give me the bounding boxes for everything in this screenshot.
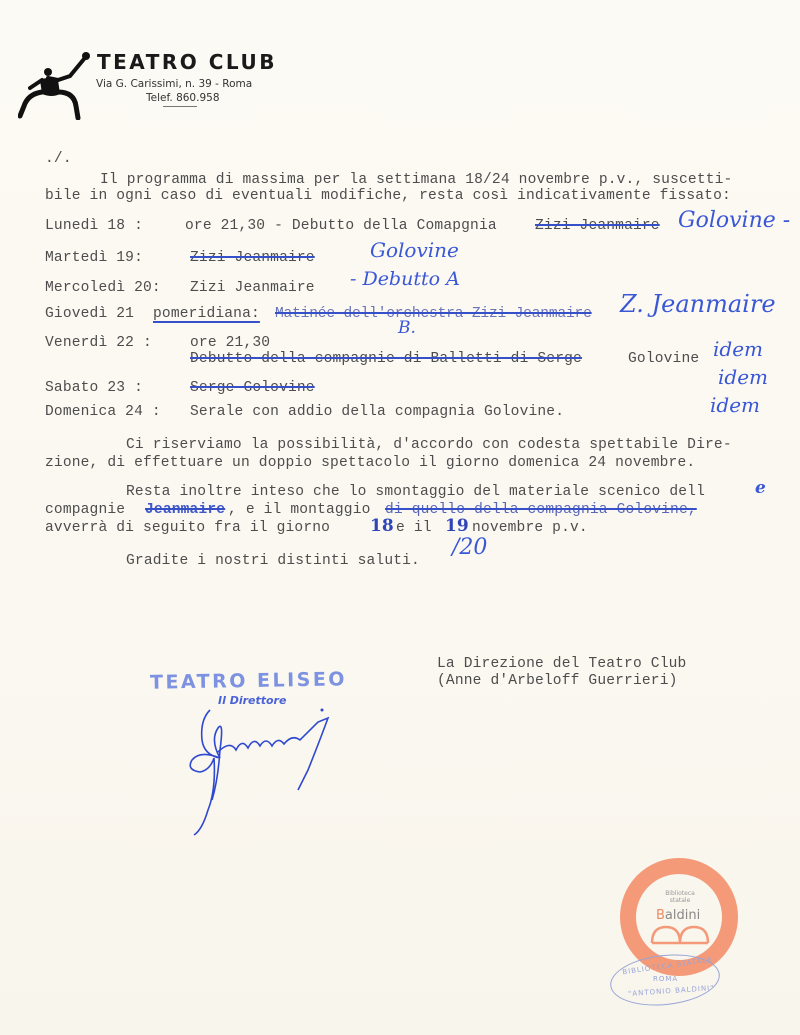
schedule-monday-handwritten: Golovine - [678, 208, 791, 233]
para3-line-1-handwritten: e [755, 478, 766, 498]
intro-line-2: bile in ogni caso di eventuali modifiche, resta così indicativamente fissato: [45, 188, 731, 204]
para3-line-1: Resta inoltre inteso che lo smontaggio del materiale scenico dell [126, 484, 705, 500]
library-logo-name [656, 908, 700, 923]
letterhead-address: Via G. Carissimi, n. 39 - Roma [96, 78, 253, 90]
schedule-wednesday-handwritten: - Debutto A [350, 268, 460, 290]
handwritten-signature-icon [180, 700, 340, 840]
library-logo-initial: B [656, 908, 665, 923]
schedule-monday-typed: ore 21,30 - Debutto della Comapgnia [185, 218, 497, 234]
closing-salutation: Gradite i nostri distinti saluti. [126, 553, 420, 569]
para3-date-2-corrected: 19 [445, 516, 469, 536]
schedule-sunday-handwritten: idem [710, 393, 760, 417]
para2-line-1: Ci riserviamo la possibilità, d'accordo con codesta spettabile Dire- [126, 437, 732, 453]
para3-line-2-a: compagnie [45, 502, 126, 518]
schedule-day-saturday: Sabato 23 : [45, 380, 143, 396]
oval-stamp-line-3: "ANTONIO BALDINI" [627, 983, 715, 999]
letterhead-phone: Telef. 860.958 [146, 92, 220, 104]
schedule-day-monday: Lunedì 18 : [45, 218, 143, 234]
schedule-saturday-struck: Serge Golovine [190, 380, 315, 396]
oval-stamp-line-2: ROMA [653, 975, 679, 983]
para3-line-2-struck2: di quello della compagnia Golovine, [385, 502, 697, 518]
oval-stamp-line-1: BIBLIOTECA STATALE [621, 955, 714, 977]
intro-line-1: Il programma di massima per la settimana 18/24 novembre p.v., suscetti- [100, 172, 733, 188]
signature-block-line-2: (Anne d'Arbeloff Guerrieri) [437, 673, 678, 689]
schedule-thursday-pomeridiana: pomeridiana: [153, 306, 260, 322]
para3-line-3-b: e il [396, 520, 432, 536]
schedule-day-tuesday: Martedì 19: [45, 250, 143, 266]
schedule-day-friday: Venerdì 22 : [45, 335, 152, 351]
library-logo-name-rest: aldini [664, 908, 701, 923]
para3-line-3-a: avverrà di seguito fra il giorno [45, 520, 331, 536]
open-book-icon [650, 925, 710, 945]
para3-date-correction: /20 [452, 535, 488, 560]
schedule-tuesday-struck: Zizi Jeanmaire [190, 250, 315, 266]
schedule-friday-typed: ore 21,30 [190, 335, 271, 351]
teatro-eliseo-stamp: TEATRO ELISEO [149, 668, 348, 694]
schedule-friday-handwritten-above: B. [398, 318, 416, 338]
para3-line-2-struck1: Jeanmaire [145, 502, 226, 518]
schedule-friday-handwritten: idem [713, 337, 763, 361]
para2-line-2: zione, di effettuare un doppio spettacolo il giorno domenica 24 novembre. [45, 455, 696, 471]
teatro-eliseo-director-label: Il Direttore [218, 694, 287, 707]
para3-date-1-corrected: 18 [370, 516, 394, 536]
schedule-thursday-handwritten: Z. Jeanmaire [620, 290, 776, 318]
dancing-figure-icon [18, 50, 90, 120]
schedule-day-thursday: Giovedì 21 [45, 306, 135, 322]
schedule-thursday-struck: Matinée dell'orchestra Zizi Jeanmaire [275, 306, 592, 322]
schedule-wednesday-typed: Zizi Jeanmaire [190, 280, 315, 296]
letterhead-title: TEATRO CLUB [97, 50, 277, 74]
letterhead-divider [163, 106, 197, 107]
schedule-day-wednesday: Mercoledì 20: [45, 280, 161, 296]
schedule-friday-struck: Debutto della compagnie di Balletti di Serge [190, 351, 582, 367]
signature-block-line-1: La Direzione del Teatro Club [437, 656, 687, 672]
schedule-monday-struck: Zizi Jeanmaire [535, 218, 660, 234]
schedule-friday-typed-after: Golovine [628, 351, 700, 367]
schedule-sunday-typed: Serale con addio della compagnia Golovine. [190, 404, 565, 420]
schedule-day-sunday: Domenica 24 : [45, 404, 161, 420]
para3-line-3-c: novembre p.v. [472, 520, 588, 536]
para3-line-2-b: , e il montaggio [228, 502, 371, 518]
schedule-tuesday-handwritten: Golovine [370, 238, 459, 262]
schedule-saturday-handwritten: idem [718, 365, 768, 389]
continuation-mark: ./. [45, 151, 72, 167]
library-logo-subtitle: Biblioteca statale [665, 890, 695, 904]
